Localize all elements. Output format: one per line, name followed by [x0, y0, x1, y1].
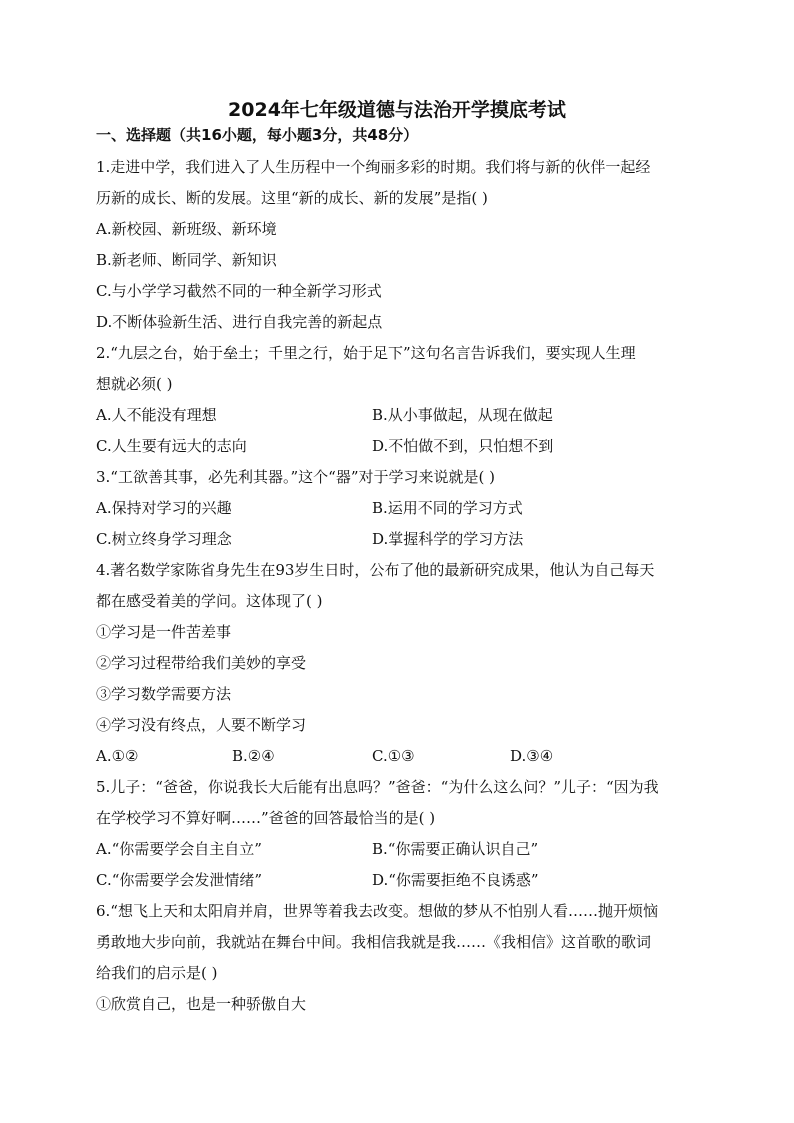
- q3-option-c: C.树立终身学习理念: [96, 530, 232, 548]
- q2-option-b: B.从小事做起，从现在做起: [372, 406, 553, 424]
- q3-option-b: B.运用不同的学习方式: [372, 499, 523, 517]
- q2-option-d: D.不怕做不到，只怕想不到: [372, 437, 554, 455]
- q1-stem-line1: 1.走进中学，我们进入了人生历程中一个绚丽多彩的时期。我们将与新的伙伴一起经: [96, 158, 651, 176]
- q1-option-d: D.不断体验新生活、进行自我完善的新起点: [96, 313, 383, 331]
- q6-stem-line1: 6.“想飞上天和太阳肩并肩，世界等着我去改变。想做的梦从不怕别人看……抛开烦恼: [96, 902, 658, 920]
- q3-stem-line1: 3.“工欲善其事，必先利其器。”这个“器”对于学习来说就是( ): [96, 468, 495, 486]
- q1-option-b: B.新老师、断同学、新知识: [96, 251, 277, 269]
- q4-stem-line1: 4.著名数学家陈省身先生在93岁生日时，公布了他的最新研究成果，他认为自己每天: [96, 561, 655, 579]
- q4-option-b: B.②④: [232, 747, 275, 765]
- q1-option-a: A.新校园、新班级、新环境: [96, 220, 277, 238]
- q4-statement-2: ②学习过程带给我们美妙的享受: [96, 654, 307, 672]
- q4-option-d: D.③④: [510, 747, 554, 765]
- q2-option-c: C.人生要有远大的志向: [96, 437, 247, 455]
- q5-option-d: D.“你需要拒绝不良诱惑”: [372, 871, 539, 889]
- q5-option-a: A.“你需要学会自主自立”: [96, 840, 262, 858]
- q5-option-c: C.“你需要学会发泄情绪”: [96, 871, 263, 889]
- q3-option-a: A.保持对学习的兴趣: [96, 499, 232, 517]
- q5-option-b: B.“你需要正确认识自己”: [372, 840, 539, 858]
- q4-statement-1: ①学习是一件苦差事: [96, 623, 232, 641]
- q6-stem-line3: 给我们的启示是( ): [96, 964, 218, 982]
- q2-stem-line2: 想就必须( ): [96, 375, 173, 393]
- q1-stem-line2: 历新的成长、断的发展。这里“新的成长、新的发展”是指( ): [96, 189, 488, 207]
- q6-stem-line2: 勇敢地大步向前，我就站在舞台中间。我相信我就是我……《我相信》这首歌的歌词: [96, 933, 652, 951]
- q2-stem-line1: 2.“九层之台，始于垒土；千里之行，始于足下”这句名言告诉我们，要实现人生理: [96, 344, 636, 362]
- q5-stem-line2: 在学校学习不算好啊……”爸爸的回答最恰当的是( ): [96, 809, 436, 827]
- q3-option-d: D.掌握科学的学习方法: [372, 530, 524, 548]
- q4-statement-4: ④学习没有终点，人要不断学习: [96, 716, 307, 734]
- q4-option-a: A.①②: [96, 747, 139, 765]
- q1-option-c: C.与小学学习截然不同的一种全新学习形式: [96, 282, 382, 300]
- q5-stem-line1: 5.儿子：“爸爸，你说我长大后能有出息吗？”爸爸：“为什么这么问？”儿子：“因为我: [96, 778, 659, 796]
- q6-statement-1: ①欣赏自己，也是一种骄傲自大: [96, 995, 307, 1013]
- q4-stem-line2: 都在感受着美的学问。这体现了( ): [96, 592, 323, 610]
- q4-option-c: C.①③: [372, 747, 415, 765]
- exam-title: 2024年七年级道德与法治开学摸底考试: [228, 99, 566, 121]
- q2-option-a: A.人不能没有理想: [96, 406, 217, 424]
- section-heading: 一、选择题（共16小题，每小题3分，共48分）: [96, 126, 419, 144]
- q4-statement-3: ③学习数学需要方法: [96, 685, 232, 703]
